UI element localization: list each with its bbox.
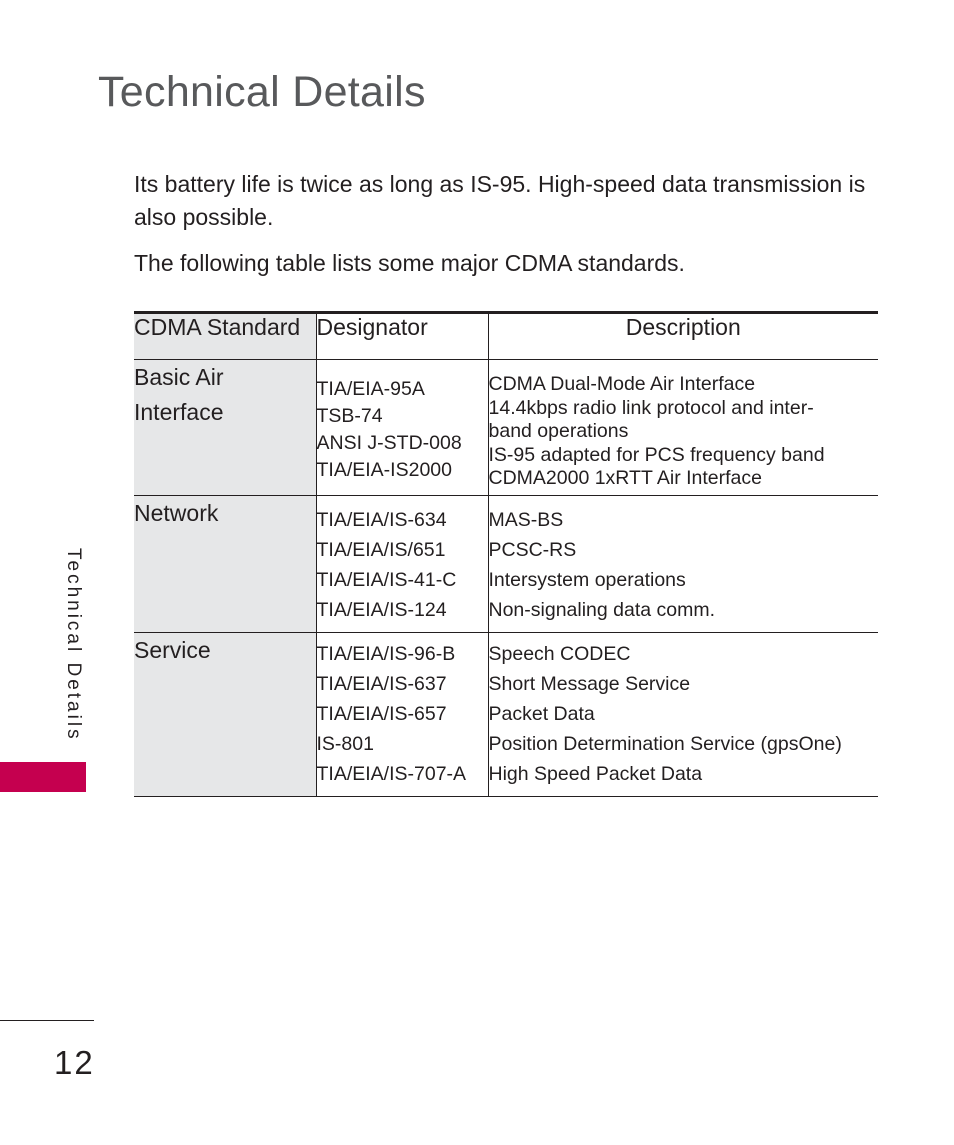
page-title: Technical Details bbox=[98, 68, 426, 116]
cdma-standards-table bbox=[134, 311, 878, 797]
header-designator: Designator bbox=[316, 313, 488, 360]
description-item: Speech CODEC bbox=[488, 643, 631, 665]
description-item: PCSC-RS bbox=[488, 539, 577, 561]
designator-item: ANSI J-STD-008 bbox=[316, 432, 462, 454]
designator-item: TIA/EIA/IS/651 bbox=[316, 539, 446, 561]
table-intro-paragraph: The following table lists some major CDMA standards. bbox=[134, 250, 685, 276]
designator-item: TIA/EIA/IS-124 bbox=[316, 599, 447, 621]
description-item: Packet Data bbox=[488, 703, 595, 725]
category-network bbox=[134, 496, 316, 633]
page-number: 12 bbox=[54, 1044, 95, 1081]
designator-cell bbox=[316, 496, 488, 633]
designator-item: TSB-74 bbox=[316, 405, 383, 427]
designator-item: TIA/EIA/IS-96-B bbox=[316, 643, 456, 665]
designator-cell bbox=[316, 633, 488, 797]
description-item: CDMA2000 1xRTT Air Interface bbox=[488, 467, 762, 489]
designator-item: TIA/EIA/IS-634 bbox=[316, 509, 447, 531]
description-item: band operations bbox=[488, 420, 629, 442]
designator-item: TIA/EIA/IS-637 bbox=[316, 673, 447, 695]
designator-item: TIA/EIA/IS-41-C bbox=[316, 569, 457, 591]
category-line: Service bbox=[134, 637, 211, 663]
side-section-label: Technical Details bbox=[63, 548, 84, 742]
description-cell bbox=[488, 360, 878, 496]
description-item: 14.4kbps radio link protocol and inter- bbox=[488, 396, 814, 419]
description-cell bbox=[488, 496, 878, 633]
category-line: Interface bbox=[134, 399, 224, 425]
designator-item: TIA/EIA/IS-707-A bbox=[316, 763, 467, 785]
designator-item: TIA/EIA-IS2000 bbox=[316, 459, 452, 481]
designator-item: TIA/EIA/IS-657 bbox=[316, 703, 447, 725]
table-row bbox=[134, 496, 878, 633]
designator-item: TIA/EIA-95A bbox=[316, 378, 425, 400]
category-line: Network bbox=[134, 500, 219, 526]
category-line: Basic Air bbox=[134, 364, 224, 390]
designator-item: IS-801 bbox=[316, 733, 374, 755]
description-item: IS-95 adapted for PCS frequency band bbox=[488, 443, 825, 466]
table-row bbox=[134, 633, 878, 797]
description-item: MAS-BS bbox=[488, 509, 564, 531]
description-item: High Speed Packet Data bbox=[488, 763, 703, 785]
header-cdma-standard: CDMA Standard bbox=[134, 313, 316, 360]
header-description: Description bbox=[488, 313, 878, 360]
designator-cell bbox=[316, 360, 488, 496]
description-item: Short Message Service bbox=[488, 673, 691, 695]
intro-paragraph: Its battery life is twice as long as IS-95. High-speed data transmission is also possible. bbox=[134, 171, 866, 230]
description-cell bbox=[488, 633, 878, 797]
category-basic-air-interface bbox=[134, 360, 316, 496]
footer-rule bbox=[0, 1020, 94, 1021]
table-row bbox=[134, 360, 878, 496]
section-tab-marker bbox=[0, 762, 86, 792]
description-item: Non-signaling data comm. bbox=[488, 599, 716, 621]
description-item: CDMA Dual-Mode Air Interface bbox=[488, 373, 756, 395]
category-service bbox=[134, 633, 316, 797]
table-header-row bbox=[134, 313, 878, 360]
description-item: Position Determination Service (gpsOne) bbox=[488, 733, 842, 755]
description-item: Intersystem operations bbox=[488, 569, 686, 591]
